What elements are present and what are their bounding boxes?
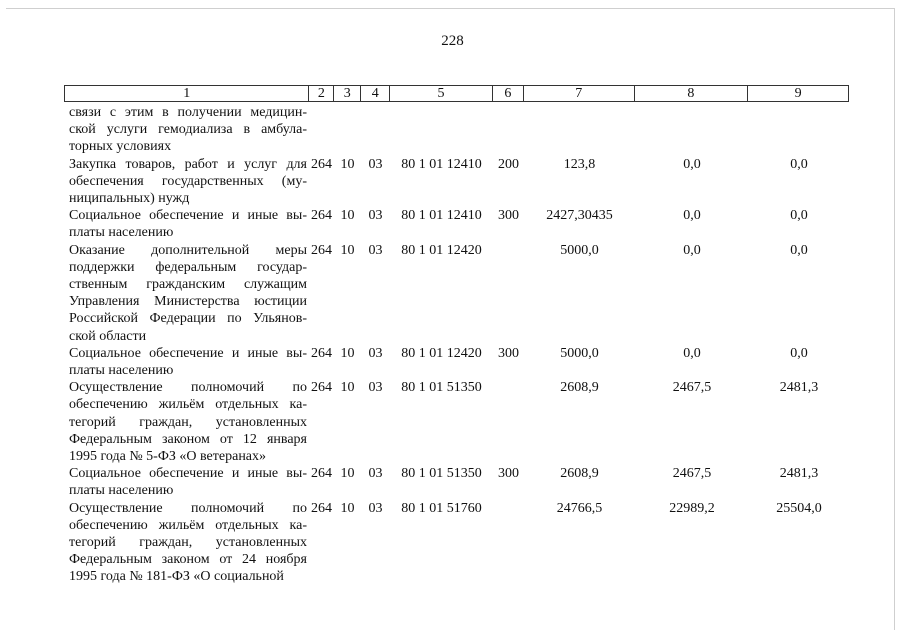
description-line: ниципальных) нужд (69, 191, 190, 207)
admin-code: 264 (311, 380, 332, 396)
row-description (64, 465, 309, 499)
expense-type: 300 (498, 345, 519, 361)
target-article: 80 1 01 51760 (401, 500, 482, 516)
section-code: 10 (340, 500, 355, 516)
amount-col-8: 0,0 (683, 208, 701, 224)
description-line: платы населению (69, 225, 174, 241)
section-code (334, 104, 361, 156)
description-line: поддержки федеральным государ- (69, 259, 307, 275)
row-description (64, 379, 309, 465)
description-line: Осуществление полномочий по (69, 380, 307, 396)
subsection-code: 03 (368, 500, 383, 516)
amount-col-7 (524, 104, 635, 156)
amount-col-9: 2481,3 (779, 380, 819, 396)
target-article (390, 104, 493, 156)
description-line: Управления Министерства юстиции (69, 294, 307, 310)
target-article: 80 1 01 51350 (401, 380, 482, 396)
amount-col-9: 2481,3 (779, 466, 819, 482)
description-line: Социальное обеспечение и иные вы- (69, 345, 307, 361)
subsection-code: 03 (368, 208, 383, 224)
target-article: 80 1 01 12410 (401, 156, 482, 172)
target-article: 80 1 01 12420 (401, 242, 482, 258)
page-number: 228 (441, 33, 464, 49)
subsection-code: 03 (368, 156, 383, 172)
section-code: 10 (340, 156, 355, 172)
expense-type: 300 (498, 208, 519, 224)
admin-code: 264 (311, 345, 332, 361)
header-col-4: 4 (361, 86, 390, 101)
amount-col-7: 2427,30435 (546, 208, 613, 224)
table-row (64, 207, 849, 241)
description-line: обеспечению жильём отдельных ка- (69, 397, 307, 413)
target-article: 80 1 01 51350 (401, 466, 482, 482)
row-description (64, 156, 309, 208)
header-col-1: 1 (65, 86, 309, 101)
amount-col-8: 0,0 (683, 156, 701, 172)
amount-col-7: 24766,5 (556, 500, 603, 516)
admin-code (309, 104, 334, 156)
amount-col-8: 0,0 (683, 242, 701, 258)
amount-col-8 (635, 104, 749, 156)
table-header (64, 85, 849, 102)
section-code: 10 (340, 345, 355, 361)
expense-type (493, 242, 524, 345)
table-row (64, 242, 849, 345)
row-description (64, 242, 309, 345)
header-col-8: 8 (635, 86, 749, 101)
subsection-code: 03 (368, 345, 383, 361)
row-description (64, 345, 309, 379)
description-line: Российской Федерации по Ульянов- (69, 311, 307, 327)
amount-col-9: 25504,0 (776, 500, 822, 516)
description-line: тегорий граждан, установленных (69, 414, 307, 430)
amount-col-8: 0,0 (683, 345, 701, 361)
table-row (64, 379, 849, 465)
amount-col-9 (749, 104, 849, 156)
admin-code: 264 (311, 208, 332, 224)
amount-col-7: 2608,9 (560, 380, 599, 396)
description-line: торных условиях (69, 139, 172, 155)
admin-code: 264 (311, 156, 332, 172)
header-col-7: 7 (524, 86, 635, 101)
admin-code: 264 (311, 500, 332, 516)
subsection-code: 03 (368, 242, 383, 258)
description-line: тегорий граждан, установленных (69, 535, 307, 551)
description-line: связи с этим в получении медицин- (69, 105, 307, 120)
subsection-code: 03 (368, 466, 383, 482)
section-code: 10 (340, 242, 355, 258)
expense-type: 300 (498, 466, 519, 482)
description-line: ской услуги гемодиализа в амбула- (69, 122, 307, 138)
target-article: 80 1 01 12410 (401, 208, 482, 224)
description-line: платы населению (69, 363, 174, 379)
admin-code: 264 (311, 242, 332, 258)
subsection-code: 03 (368, 380, 383, 396)
header-col-2: 2 (309, 86, 334, 101)
amount-col-9: 0,0 (790, 242, 808, 258)
amount-col-9: 0,0 (790, 208, 808, 224)
amount-col-7: 5000,0 (560, 345, 599, 361)
amount-col-9: 0,0 (790, 156, 808, 172)
description-line: платы населению (69, 483, 174, 499)
row-description (64, 104, 309, 156)
expense-type (493, 379, 524, 465)
expense-type (493, 500, 524, 586)
subsection-code (361, 104, 390, 156)
amount-col-7: 123,8 (563, 156, 596, 172)
description-line: Социальное обеспечение и иные вы- (69, 466, 307, 482)
table-row (64, 345, 849, 379)
description-line: ской области (69, 328, 147, 344)
description-line: обеспечению жильём отдельных ка- (69, 517, 307, 533)
description-line: Осуществление полномочий по (69, 500, 307, 516)
header-col-9: 9 (794, 86, 802, 101)
table-row (64, 465, 849, 499)
target-article: 80 1 01 12420 (401, 345, 482, 361)
description-line: 1995 года № 5-ФЗ «О ветеранах» (69, 449, 267, 465)
header-col-3: 3 (334, 86, 361, 101)
header-col-6: 6 (493, 86, 524, 101)
section-code: 10 (340, 380, 355, 396)
header-col-5: 5 (390, 86, 493, 101)
section-code: 10 (340, 208, 355, 224)
table-row (64, 500, 849, 586)
amount-col-8: 22989,2 (669, 500, 715, 516)
description-line: Оказание дополнительной меры (69, 242, 307, 258)
expense-type: 200 (498, 156, 519, 172)
amount-col-8: 2467,5 (672, 380, 712, 396)
amount-col-9: 0,0 (790, 345, 808, 361)
amount-col-7: 5000,0 (560, 242, 599, 258)
admin-code: 264 (311, 466, 332, 482)
description-line: Социальное обеспечение и иные вы- (69, 208, 307, 224)
table-body (64, 104, 849, 586)
table-row (64, 104, 849, 156)
amount-col-7: 2608,9 (560, 466, 599, 482)
section-code: 10 (340, 466, 355, 482)
description-line: Федеральным законом от 24 ноября (69, 552, 307, 568)
row-description (64, 500, 309, 586)
expense-type (493, 104, 524, 156)
table-row (64, 156, 849, 208)
amount-col-8: 2467,5 (672, 466, 712, 482)
description-line: обеспечения государственных (му- (69, 173, 307, 189)
description-line: Федеральным законом от 12 января (69, 431, 307, 447)
description-line: ственным гражданским служащим (69, 277, 307, 293)
row-description (64, 207, 309, 241)
description-line: Закупка товаров, работ и услуг для (69, 156, 307, 172)
description-line: 1995 года № 181-ФЗ «О социальной (69, 569, 284, 585)
